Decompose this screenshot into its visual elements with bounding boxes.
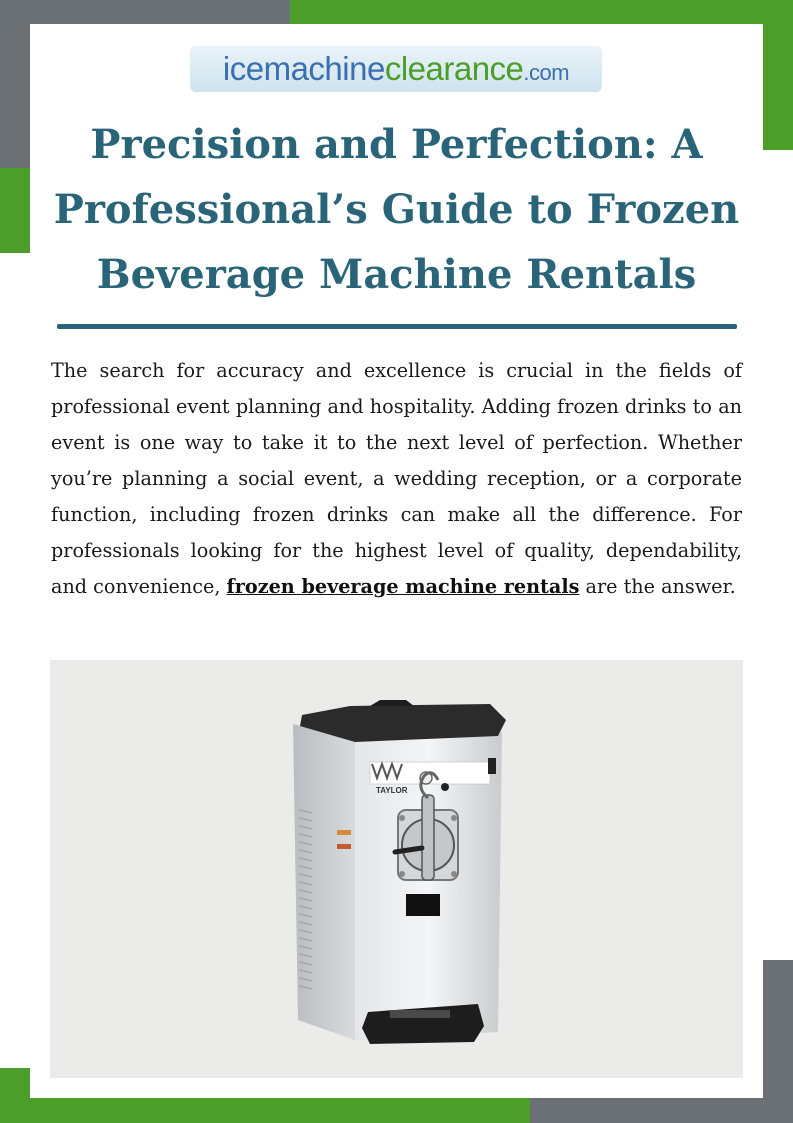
intro-text-before: The search for accuracy and excellence is crucial in the fields of professional event planning and hospitality. Adding frozen drinks to an event is one way to take it to the next level of perfection. Whether you’re planning a social event, a wedding reception, or a corporate function, including frozen drinks can make all the difference. For professionals looking for the highest level of quality, dependability, and convenience, <box>51 359 742 598</box>
decor-green-bar-bottom <box>0 1098 530 1123</box>
decor-green-bar-top <box>290 0 793 24</box>
document-card <box>30 24 763 1098</box>
title-divider <box>57 324 737 329</box>
machine-side-panel <box>293 724 355 1040</box>
intro-paragraph <box>51 353 742 605</box>
site-logo[interactable] <box>190 46 602 92</box>
machine-brand-label: TAYLOR <box>376 786 408 795</box>
logo-part-clearance: clearance <box>384 50 524 87</box>
frozen-beverage-rentals-link[interactable]: frozen beverage machine rentals <box>226 575 580 598</box>
logo-part-icemachine: icemachine <box>222 50 385 87</box>
decor-gray-bar-bottom <box>530 1098 793 1123</box>
logo-part-domain: .com <box>523 60 570 85</box>
frozen-beverage-machine-image <box>50 660 743 1078</box>
decor-green-block-left <box>0 168 30 253</box>
intro-text-after: are the answer. <box>579 575 736 598</box>
page-title: Precision and Perfection: A Professional’s Guide to Frozen Beverage Machine Rentals <box>53 121 740 298</box>
decor-green-block-right <box>763 0 793 150</box>
